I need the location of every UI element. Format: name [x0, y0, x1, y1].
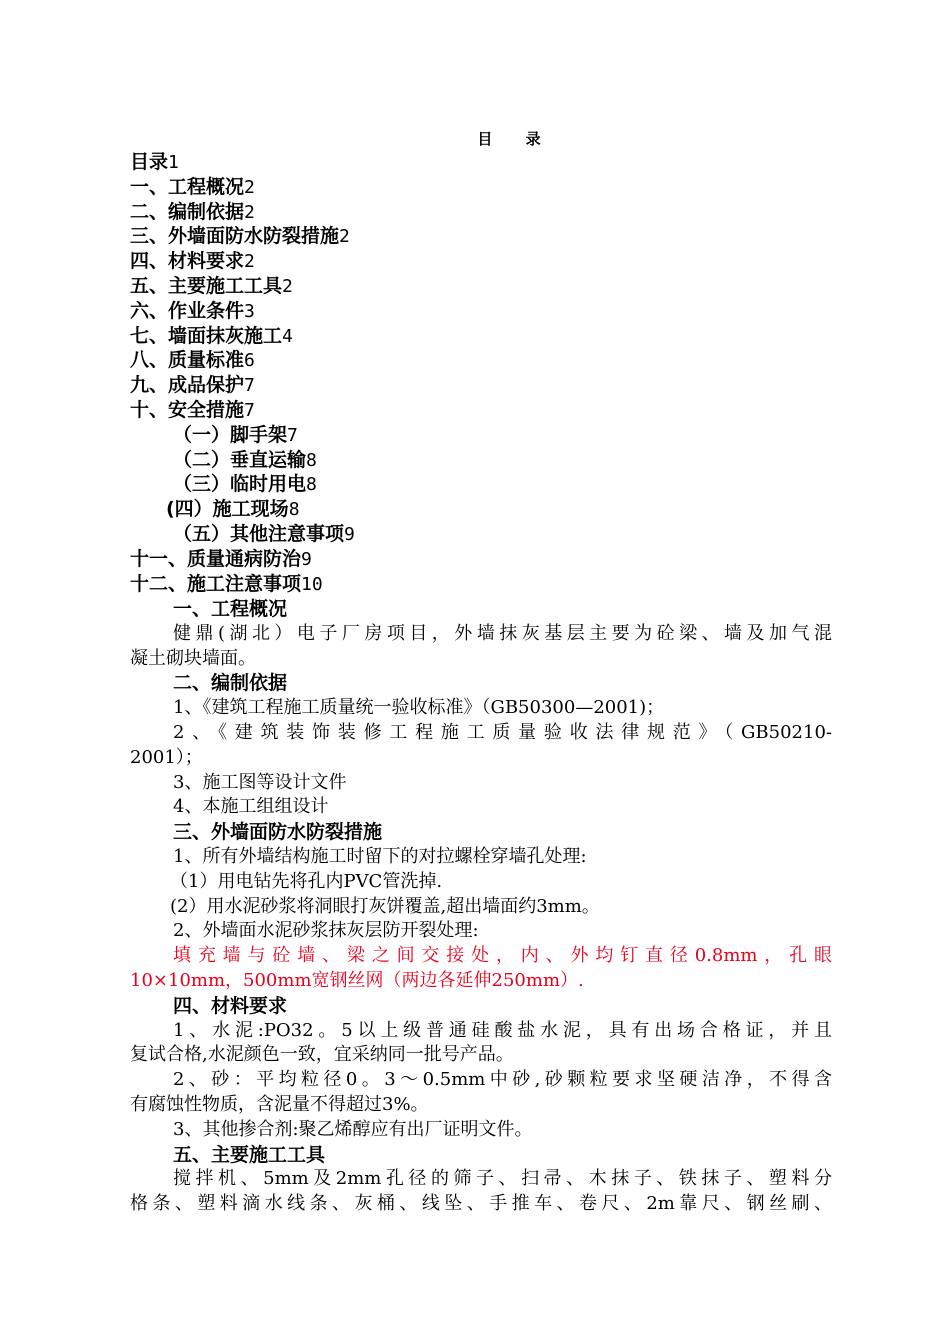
- toc-subitem[interactable]: （三）临时用电8: [173, 473, 317, 496]
- list-item-cont: 有腐蚀性物质，含泥量不得超过3%。: [130, 1093, 429, 1115]
- list-item: 4、本施工组组设计: [173, 796, 329, 818]
- paragraph-line: 格条、塑料滴水线条、灰桶、线坠、手推车、卷尺、2m靠尺、钢丝刷、: [130, 1193, 832, 1215]
- paragraph-line: 凝土砌块墙面。: [130, 647, 256, 669]
- toc-subitem[interactable]: (四）施工现场8: [166, 498, 300, 521]
- toc-item[interactable]: 四、材料要求2: [130, 250, 255, 273]
- toc-item[interactable]: 二、编制依据2: [130, 200, 255, 223]
- list-item: 1、所有外墙结构施工时留下的对拉螺栓穿墙孔处理:: [173, 845, 587, 867]
- list-item: 1、《建筑工程施工质量统一验收标准》（GB50300—2001)；: [173, 697, 665, 719]
- list-subitem: (2）用水泥砂浆将洞眼打灰饼覆盖,超出墙面约3mm。: [170, 895, 600, 917]
- paragraph-line: 健鼎(湖北）电子厂房项目，外墙抹灰基层主要为砼梁、墙及加气混: [173, 622, 832, 644]
- list-item-cont: 2001）；: [130, 746, 203, 768]
- toc-item[interactable]: 六、作业条件3: [130, 299, 255, 322]
- highlighted-text: 填充墙与砼墙、梁之间交接处，内、外均钉直径0.8mm，孔眼: [173, 945, 832, 967]
- section-heading: 五、主要施工工具: [173, 1143, 326, 1166]
- toc-item[interactable]: 七、墙面抹灰施工4: [130, 324, 293, 347]
- list-item: 2、砂：平均粒径0。3～0.5mm中砂,砂颗粒要求坚硬洁净，不得含: [173, 1069, 832, 1091]
- list-item: 3、施工图等设计文件: [173, 771, 347, 793]
- toc-item[interactable]: 三、外墙面防水防裂措施2: [130, 225, 350, 248]
- list-item: 1、水泥:PO32。5以上级普通硅酸盐水泥，具有出场合格证，并且: [173, 1019, 832, 1041]
- toc-item[interactable]: 十二、施工注意事项10: [130, 572, 323, 595]
- toc-item[interactable]: 五、主要施工工具2: [130, 274, 293, 297]
- list-item-cont: 复试合格,水泥颜色一致，宜采纳同一批号产品。: [130, 1044, 514, 1066]
- paragraph-line: 搅拌机、5mm及2mm孔径的筛子、扫帚、木抹子、铁抹子、塑料分: [173, 1168, 832, 1190]
- list-subitem: （1）用电钻先将孔内PVC管洗掉.: [170, 870, 443, 892]
- section-heading: 二、编制依据: [173, 672, 288, 695]
- toc-item[interactable]: 九、成品保护7: [130, 374, 255, 397]
- list-item: 2、外墙面水泥砂浆抹灰层防开裂处理:: [173, 920, 479, 942]
- section-heading: 一、工程概况: [173, 598, 288, 620]
- toc-item[interactable]: 一、工程概况2: [130, 175, 255, 198]
- document-body: [130, 597, 832, 1217]
- list-item: 3、其他掺合剂:聚乙烯醇应有出厂证明文件。: [173, 1118, 533, 1140]
- toc-subitem[interactable]: （二）垂直运输8: [173, 448, 317, 471]
- list-item: 2、《建筑装饰装修工程施工质量验收法律规范》（GB50210-: [173, 721, 832, 743]
- toc-subitem[interactable]: （一）脚手架7: [173, 423, 298, 446]
- table-of-contents: [130, 150, 850, 596]
- doc-title: 目 录: [477, 130, 555, 148]
- toc-item[interactable]: 八、质量标准6: [130, 349, 255, 372]
- toc-item[interactable]: 十、安全措施7: [130, 398, 255, 421]
- section-heading: 四、材料要求: [173, 994, 288, 1017]
- toc-item[interactable]: 十一、质量通病防治9: [130, 547, 312, 570]
- section-heading: 三、外墙面防水防裂措施: [173, 821, 383, 844]
- highlighted-text: 10×10mm，500mm宽钢丝网（两边各延伸250mm）.: [130, 969, 584, 991]
- toc-item[interactable]: 目录1: [130, 151, 179, 173]
- toc-subitem[interactable]: （五）其他注意事项9: [173, 522, 355, 545]
